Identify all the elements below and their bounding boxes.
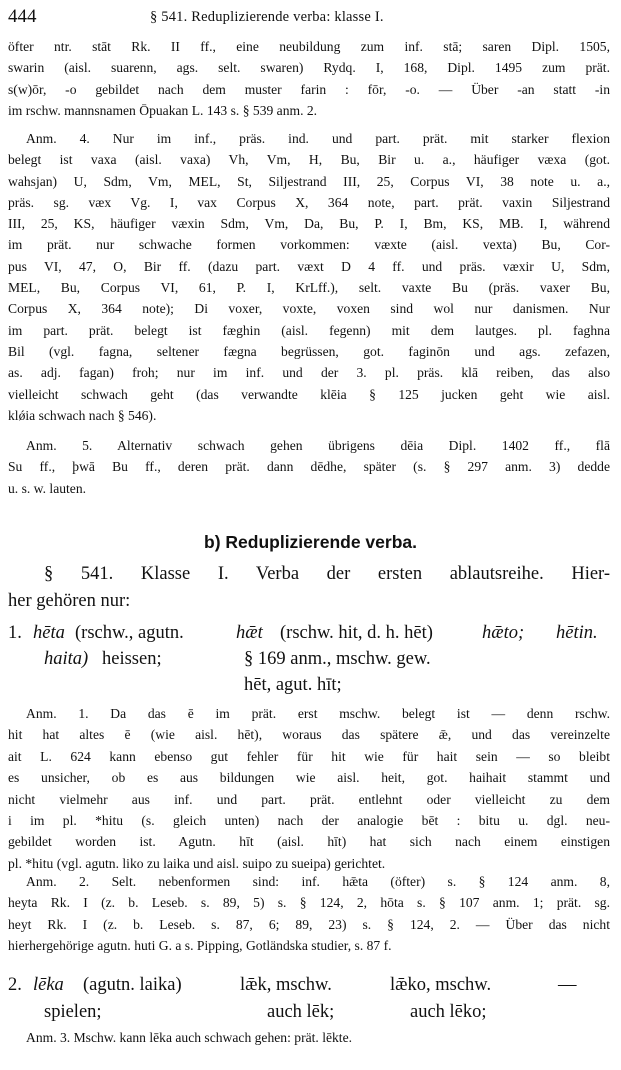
- text-line: im prät. nur schwache formen vorkommen: væxte (aisl. vexta) Bu, Cor-: [8, 237, 610, 253]
- text-line: wahsjan) U, Sdm, Vm, MEL, St, Siljestrand III, 25, Corpus VI, 38 note u. a.,: [8, 173, 610, 189]
- text-line: heyt Rk. I (z. b. Leseb. s. 87, 6; 89, 23) s. § 124, 2. — Über das nicht: [8, 916, 610, 932]
- section-541-intro: [8, 561, 610, 615]
- section-heading: b) Reduplizierende verba.: [204, 532, 417, 552]
- text-line: Anm. 3. Mschw. kann lēka auch schwach gehen: prät. lēkte.: [26, 1030, 353, 1045]
- text-line: s(w)ōr, -o gebildet nach dem muster farin : fōr, -o. — Über -an statt -in: [8, 81, 610, 97]
- text-line: nicht vielmehr aus inf. und part. prät. entlehnt oder vielleicht zu dem: [8, 791, 610, 807]
- annotation-1: [8, 703, 610, 874]
- entry-note: (agutn. laika): [83, 975, 182, 995]
- verb-entry-leka: [8, 972, 614, 1028]
- entry-preterite-plural: lǣko, mschw.: [390, 975, 492, 995]
- text-line: MEL, Bu, Corpus VI, 61, P. I, KrLff.), selt. vaxte Bu (präs. vaxer Bu,: [8, 280, 610, 296]
- entry-infinitive: hēta: [33, 623, 65, 643]
- text-line: klǿia schwach nach § 546).: [8, 407, 157, 423]
- text-line: öfter ntr. stāt Rk. II ff., eine neubildung zum inf. stā; saren Dipl. 1505,: [8, 39, 610, 54]
- running-title: § 541. Reduplizierende verba: klasse I.: [150, 9, 384, 25]
- text-line: her gehören nur:: [8, 591, 131, 611]
- text-line: § 541. Klasse I. Verba der ersten ablautsreihe. Hier-: [44, 564, 610, 584]
- text-line: gebildet worden ist. Agutn. hīt (aisl. hīt) hat sich nach einem einstigen: [8, 834, 610, 850]
- entry-preterite-note: (rschw. hit, d. h. hēt): [280, 623, 433, 643]
- text-line: vielleicht schwach geht (das verwandte klēia § 125 jucken geht wie aisl.: [8, 386, 610, 402]
- text-line: belegt ist vaxa (aisl. vaxa) Vh, Vm, H, Bu, Bir u. a., häufiger væxa (got.: [8, 152, 610, 168]
- entry-number: 2.: [8, 975, 22, 995]
- text-line: pl. *hitu (vgl. agutn. liko zu laika und aisl. suipo zu sueipa) gerichtet.: [8, 855, 386, 871]
- text-line: hit hat altes ē (wie aisl. hēt), woraus das spätere ǣ, und das vereinzelte: [8, 727, 610, 743]
- text-line: ait L. 624 kann ebenso gut fehler für hit wie für hait sein — so bleibt: [8, 748, 610, 764]
- text-line: as. adj. fagan) froh; nur im inf. und der 3. pl. präs. klā reiben, das also: [8, 365, 610, 381]
- entry-meaning: spielen;: [44, 1002, 102, 1022]
- annotation-2: [8, 871, 610, 957]
- text-line: swarin (aisl. suarenn, ags. selt. swaren) Rydq. I, 168, Dipl. 1495 zum prät.: [8, 60, 610, 76]
- text-line: Su ff., þwā Bu ff., deren prät. dann dēdhe, später (s. § 297 anm. 3) dedde: [8, 459, 610, 475]
- entry-variant: hēt, agut. hīt;: [244, 675, 342, 695]
- text-line: hierhergehörige agutn. huti G. a s. Pipping, Gotländska studier, s. 87 f.: [8, 938, 392, 954]
- annotation-3: [8, 1027, 610, 1048]
- entry-preterite: hǣt: [236, 623, 263, 643]
- entry-reference: § 169 anm., mschw. gew.: [244, 649, 431, 669]
- page-header: [8, 6, 613, 28]
- text-line: i im pl. *hitu (s. gleich unten) nach der analogie bēt : bitu u. dgl. neu-: [8, 813, 610, 829]
- entry-infinitive: lēka: [33, 975, 64, 995]
- annotation-5: [8, 435, 610, 499]
- text-line: Anm. 5. Alternativ schwach gehen übrigens dēia Dipl. 1402 ff., flā: [26, 438, 610, 453]
- entry-note: (rschw., agutn.: [75, 623, 184, 643]
- entry-meaning: heissen;: [102, 649, 162, 669]
- text-line: Anm. 2. Selt. nebenformen sind: inf. hǣta (öfter) s. § 124 anm. 8,: [26, 874, 610, 889]
- text-line: im rschw. mannsnamen Ōpuakan L. 143 s. § 539 anm. 2.: [8, 102, 318, 118]
- text-line: präs. sg. væx Vg. I, vax Corpus X, 364 note, part. prät. vaxin Siljestrand: [8, 194, 610, 210]
- text-line: Corpus X, 364 note); Di voxer, voxte, voxen sind wol nur danismen. Nur: [8, 301, 610, 317]
- text-line: es unsicher, ob es aus bildungen wie aisl. heit, got. haihait stammt und: [8, 770, 610, 786]
- entry-number: 1.: [8, 623, 22, 643]
- paragraph-continuation: [8, 36, 610, 121]
- text-line: III, 25, KS, häufiger væxin Sdm, Vm, Da, Bu, P. I, Bm, KS, MB. I, während: [8, 216, 610, 232]
- verb-entry-heta: [8, 620, 614, 700]
- text-line: u. s. w. lauten.: [8, 480, 87, 496]
- text-line: pus VI, 47, O, Bir ff. (dazu part. væxt D 4 ff. und präs. væxir U, Sdm,: [8, 258, 610, 274]
- entry-gothic-form: haita): [44, 649, 89, 669]
- entry-preterite-plural: hǣto;: [482, 623, 525, 643]
- text-line: Bil (vgl. fagna, seltener fægna begrüssen, got. faginōn und ags. zefazen,: [8, 343, 610, 359]
- text-line: Anm. 1. Da das ē im prät. erst mschw. belegt ist — denn rschw.: [26, 706, 610, 721]
- entry-variant-pl: auch lēko;: [410, 1002, 487, 1022]
- text-line: Anm. 4. Nur im inf., präs. ind. und part. prät. mit starker flexion: [26, 131, 610, 146]
- entry-participle: hētin.: [556, 623, 598, 643]
- text-line: heyta Rk. I (z. b. Leseb. s. 89, 5) s. § 124, 2, hōta s. § 107 anm. 1; prät. sg.: [8, 895, 610, 911]
- annotation-4: [8, 128, 610, 426]
- entry-participle-dash: —: [558, 975, 577, 995]
- entry-preterite: lǣk, mschw.: [240, 975, 332, 995]
- entry-variant-sg: auch lēk;: [267, 1002, 335, 1022]
- page-number: 444: [8, 6, 37, 27]
- text-line: im part. prät. belegt ist fæghin (aisl. fegenn) mit dem lautges. pl. faghna: [8, 322, 610, 338]
